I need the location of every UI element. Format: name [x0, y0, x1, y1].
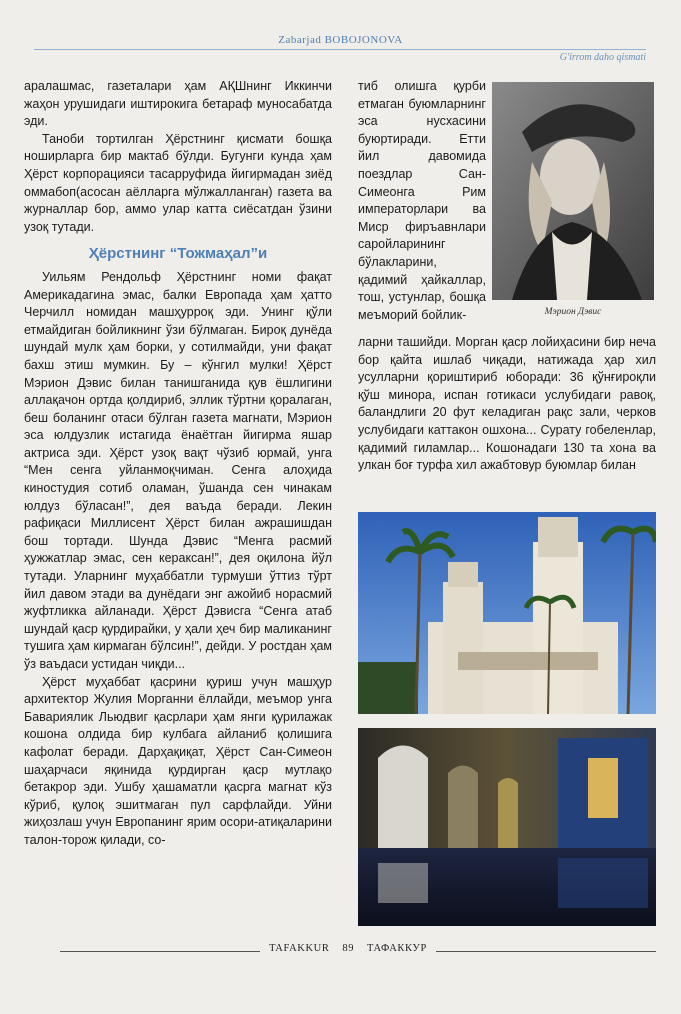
header-author: Zabarjad BOBOJONOVA — [278, 34, 403, 46]
castle-image — [358, 512, 656, 714]
paragraph-2: Таноби тортилган Ҳёрстнинг қисмати бошқа ноширларга бир мактаб бўлди. Бугунги кунда ҳам Ҳёрст корпорацияси тасарруфида йигирмадан зиёд оммабоп(асосан аёлларга мўлжалланган) газета ва журналлар бор, аммо улар катта сиёсатдан ўзини узоқ тутади. — [24, 131, 332, 234]
running-header — [0, 34, 681, 63]
right-column-continued — [358, 334, 656, 475]
footer-rule-right — [436, 951, 656, 952]
portrait-caption: Мэрион Дэвис — [544, 307, 602, 317]
footer-rule-left — [60, 951, 260, 952]
footer-magazine-cyrillic: ТАФАККУР — [366, 943, 427, 954]
paragraph-continued: тиб олишга қурби етмаган буюмларнинг эса нусхасини буюртиради. Етти йил давомида поездлар Сан-Симеонга Рим императорлари ва Миср фиръавнлари саройларининг бўлакларини, қадимий ҳайкаллар, тош, устунлар, бошқа меъморий бойлик- — [358, 79, 486, 322]
header-series-title: G'irrom daho qismati — [559, 52, 646, 63]
portrait-photo — [492, 82, 654, 300]
paragraph-3: Уильям Рендольф Ҳёрстнинг номи фақат Америкадагина эмас, балки Европада ҳам ҳатто Черчилл номидан машҳурроқ эди. Унинг қўли етмайдиган бойликнинг ўзи бўлмаган. Бироқ дунёда шундай мулк ҳам борки, у сотилмайди, уни фақат бахш этиш мумкин. Бу – кўнгил мулки! Ҳёрст Мэрион Дэвис билан танишганида қув ёшлигини аллақачон ортда қолдириб, эллик тўртни қоралаган, беш боланинг отаси бўлган газета магнати, Мэрион эса юлдузлик истагида ёнаётган йигирма яшар актриса эди. Ҳёрст узоқ вақт чўзиб юрмай, унга “Мен сенга уйланмоқчиман. Сенга алоҳида киностудия сотиб оламан, ўшанда сен чинакам юлдуз бўласан!”, дея ваъда беради. Лекин рафиқаси Миллисент Ҳёрст билан ажрашишдан бош тортади. Шунда Дэвис “Менга расмий ҳужжатлар эмас, сен кераксан!”, дея оқилона йўл тутади. Уларнинг муҳаббатли турмуши ўттиз тўрт йил давом этади ва дунёдаги энг ажойиб норасмий жуфтликка айланади. Ҳёрст Дэвисга “Сенга атаб шундай қаср қурдирайки, у ҳали ҳеч бир маликанинг тушига ҳам кирмаган бўлсин!”, дейди. У ростдан ҳам ўз ваъдаси устидан чиқди... — [24, 269, 332, 671]
middle-narrow-column — [358, 78, 486, 324]
footer-magazine-latin: TAFAKKUR — [269, 943, 330, 954]
page-number: 89 — [342, 943, 355, 954]
paragraph-continued-2: ларни ташийди. Морган қаср лойиҳасини бир неча бор қайта ишлаб чиқади, натижада ҳар хил усулларни қориштириб юборади: 36 қўнғироқли қўш минора, испан готикаси услубидаги равоқ, баландлиги 20 фут келадиган рақс зали, черков услубидаги каттакон ошхона... Сурату гобеленлар, қадимий гиламлар... Кошонадаги 130 та хона ва улкан боғ турфа хил ажабтовур буюмлар билан — [358, 335, 656, 473]
castle-photo — [358, 512, 656, 714]
indoor-pool-photo — [358, 728, 656, 926]
paragraph-4: Ҳёрст муҳаббат қасрини қуриш учун машҳур архитектор Жулия Морганни ёллайди, меъмор унга Бавариялик Льюдвиг қасрлари ҳам янги қурилажак кошона олдида бир кулбага айланиб қолишига кафолат беради. Дарҳақиқат, Ҳёрст Сан-Симеон шаҳарчаси яқинида қурдирган қаср мутлақо бетакрор эди. Ушбу ҳашаматли қасрга магнат кўз кўриб, қулоқ эшитмаган пул сарфлайди. Уйни жиҳозлаш учун Европанинг ярим осори-атиқаларини талон-торож қилади, со- — [24, 674, 332, 847]
portrait-image — [492, 82, 654, 300]
section-heading: Ҳёрстнинг “Тожмаҳал”и — [88, 245, 268, 263]
header-rule — [34, 49, 646, 50]
pool-image — [358, 728, 656, 926]
left-column — [24, 78, 332, 850]
footer-text — [262, 943, 434, 954]
page-footer — [0, 943, 681, 957]
paragraph-1: аралашмас, газеталари ҳам АҚШнинг Иккинчи жаҳон урушидаги иштирокига бетараф муносабатда эди. — [24, 79, 332, 129]
